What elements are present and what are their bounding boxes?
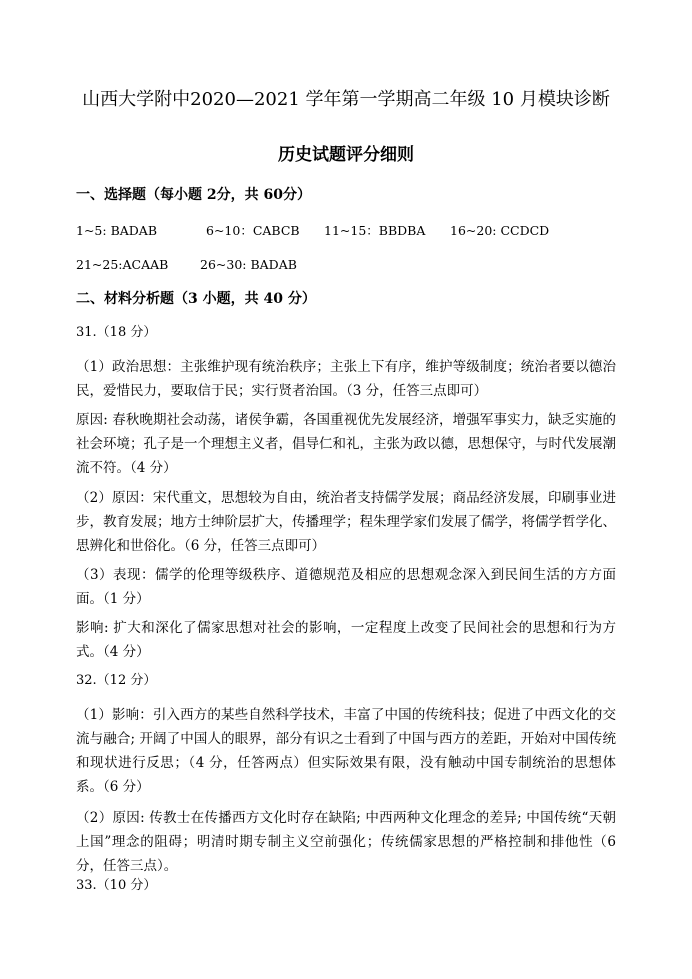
answer-group: 11~15：BBDBA <box>324 223 426 238</box>
q31-part3: （3）表现：儒学的伦理等级秩序、道德规范及相应的思想观念深入到民间生活的方方面面。（1 分） <box>76 567 616 607</box>
q31-part1: （1）政治思想：主张维护现有统治秩序；主张上下有序，维护等级制度；统治者要以德治民，爱惜民力，要取信于民；实行贤者治国。（3 分，任答三点即可） <box>76 359 616 399</box>
section2-heading: 二、材料分析题（3 小题，共 40 分） <box>76 291 316 307</box>
question-32-label: 32.（12 分） <box>76 673 157 688</box>
document-subtitle: 历史试题评分细则 <box>278 145 414 165</box>
q31-impact: 影响: 扩大和深化了儒家思想对社会的影响，一定程度上改变了民间社会的思想和行为方式。（4 分） <box>76 620 616 660</box>
answer-group: 21~25:ACAAB <box>76 257 169 272</box>
q31-part2: （2）原因：宋代重文，思想较为自由，统治者支持儒学发展；商品经济发展，印刷事业进步，教育发展；地方士绅阶层扩大，传播理学；程朱理学家们发展了儒学，将儒学哲学化、思辨化和世俗化。（6 分，任答三点即可） <box>76 490 616 554</box>
q32-part1: （1）影响：引入西方的某些自然科学技术，丰富了中国的传统科技；促进了中西文化的交流与融合; 开阔了中国人的眼界，部分有识之士看到了中国与西方的差距，开始对中国传统和现状进行反思；（4 分，任答两点）但实际效果有限，没有触动中国专制统治的思想体系。（6 分） <box>76 707 616 795</box>
q31-reason: 原因: 春秋晚期社会动荡，诸侯争霸，各国重视优先发展经济，增强军事实力，缺乏实施的社会环境；孔子是一个理想主义者，倡导仁和礼，主张为政以德，思想保守，与时代发展潮流不符。（4 分） <box>76 412 616 476</box>
question-31-label: 31.（18 分） <box>76 325 157 340</box>
answer-group: 16~20: CCDCD <box>450 223 550 238</box>
section1-heading: 一、选择题（每小题 2分，共 60分） <box>76 187 311 203</box>
question-33-label: 33.（10 分） <box>76 878 157 893</box>
answer-group: 1~5: BADAB <box>76 223 158 238</box>
answer-group: 6~10：CABCB <box>206 223 300 238</box>
q32-part2: （2）原因: 传教士在传播西方文化时存在缺陷; 中西两种文化理念的差异; 中国传统“天朝上国”理念的阻碍；明清时期专制主义空前强化；传统儒家思想的严格控制和排他性（6 分，任答三点）。 <box>76 810 616 874</box>
answer-group: 26~30: BADAB <box>200 257 297 272</box>
document-title: 山西大学附中2020—2021 学年第一学期高二年级 10 月模块诊断 <box>82 89 610 110</box>
